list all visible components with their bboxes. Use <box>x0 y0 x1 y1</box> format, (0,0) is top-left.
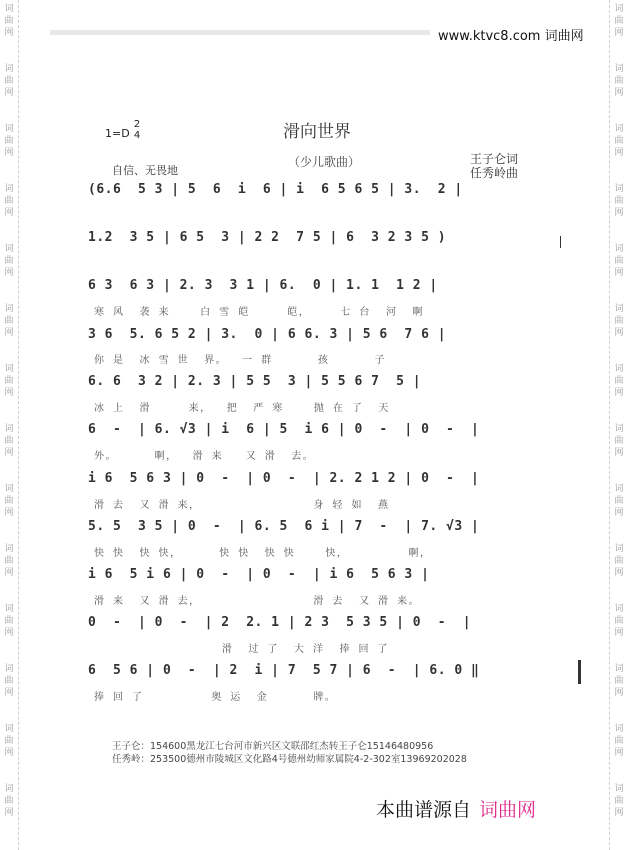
watermark-char: 网 <box>4 268 14 278</box>
watermark-char: 曲 <box>614 76 624 86</box>
watermark-char: 网 <box>4 748 14 758</box>
lyric-line-9: 滑 来 又 滑 去， 滑 去 又 滑 来。 <box>94 596 421 607</box>
lyric-line-6: 外。 啊， 滑 来 又 滑 去。 <box>94 451 315 462</box>
watermark-char: 网 <box>4 208 14 218</box>
composer-credit: 任秀岭曲 <box>470 166 519 180</box>
notation-line-3: 6 3 6 3 | 2. 3 3 1 | 6. 0 | 1. 1 1 2 | <box>88 278 438 293</box>
song-subtitle: （少儿歌曲） <box>288 155 361 169</box>
watermark-char: 曲 <box>614 256 624 266</box>
watermark-char: 词 <box>614 184 624 194</box>
watermark-char: 词 <box>4 364 14 374</box>
watermark-char: 网 <box>614 568 624 578</box>
watermark-char: 词 <box>4 244 14 254</box>
watermark-char: 网 <box>4 808 14 818</box>
watermark-char: 曲 <box>4 676 14 686</box>
watermark-char: 词 <box>614 664 624 674</box>
lyric-line-7: 滑 去 又 滑 来， 身 轻 如 燕 <box>94 500 390 511</box>
lyric-line-3: 寒 风 袭 来 白 雪 皑 皑， 七 台 河 啊 <box>94 307 424 318</box>
final-barline <box>578 660 581 684</box>
lyric-line-8: 快 快 快 快， 快 快 快 快 快， 啊， <box>94 548 432 559</box>
watermark-char: 词 <box>614 544 624 554</box>
notation-line-9: i 6 5 i 6 | 0 - | 0 - | i 6 5 6 3 | <box>88 567 430 582</box>
watermark-char: 网 <box>614 688 624 698</box>
watermark-char: 词 <box>614 424 624 434</box>
watermark-char: 词 <box>614 604 624 614</box>
watermark-char: 网 <box>4 388 14 398</box>
watermark-char: 曲 <box>4 196 14 206</box>
notation-line-1: (6.6 5 3 | 5 6 i 6 | i 6 5 6 5 | 3. 2 | <box>88 182 463 197</box>
tempo-marking: 自信、无畏地 <box>112 164 178 177</box>
watermark-char: 网 <box>4 508 14 518</box>
watermark-char: 网 <box>614 28 624 38</box>
watermark-char: 词 <box>4 664 14 674</box>
watermark-char: 曲 <box>4 16 14 26</box>
notation-line-5: 6. 6 3 2 | 2. 3 | 5 5 3 | 5 5 6 7 5 | <box>88 374 422 389</box>
contact-composer: 任秀岭：253500德州市陵城区文化路4号德州幼师家属院4-2-302室13969202028 <box>112 754 467 765</box>
watermark-char: 曲 <box>614 496 624 506</box>
watermark-char: 曲 <box>614 796 624 806</box>
watermark-char: 曲 <box>614 316 624 326</box>
notation-line-8: 5. 5 3 5 | 0 - | 6. 5 6 i | 7 - | 7. √3 | <box>88 519 480 534</box>
watermark-char: 词 <box>614 244 624 254</box>
watermark-char: 网 <box>4 628 14 638</box>
time-signature-bottom: 4 <box>133 130 141 141</box>
watermark-char: 曲 <box>614 556 624 566</box>
watermark-char: 网 <box>614 628 624 638</box>
notation-line-4: 3 6 5. 6 5 2 | 3. 0 | 6 6. 3 | 5 6 7 6 | <box>88 327 447 342</box>
watermark-char: 词 <box>614 124 624 134</box>
time-signature <box>132 119 142 141</box>
watermark-char: 曲 <box>614 436 624 446</box>
song-title: 滑向世界 <box>283 122 351 142</box>
watermark-char: 网 <box>614 88 624 98</box>
notation-line-6: 6 - | 6. √3 | i 6 | 5 i 6 | 0 - | 0 - | <box>88 422 480 437</box>
watermark-char: 曲 <box>4 136 14 146</box>
watermark-char: 曲 <box>4 736 14 746</box>
watermark-char: 曲 <box>4 556 14 566</box>
scan-artifact-bar <box>50 30 430 35</box>
watermark-char: 曲 <box>614 736 624 746</box>
watermark-char: 曲 <box>614 136 624 146</box>
watermark-char: 曲 <box>4 76 14 86</box>
watermark-char: 曲 <box>614 676 624 686</box>
watermark-char: 词 <box>4 604 14 614</box>
watermark-char: 词 <box>614 364 624 374</box>
watermark-char: 网 <box>614 508 624 518</box>
watermark-char: 曲 <box>4 496 14 506</box>
watermark-char: 词 <box>614 64 624 74</box>
watermark-char: 曲 <box>4 376 14 386</box>
watermark-char: 网 <box>4 28 14 38</box>
watermark-char: 曲 <box>4 616 14 626</box>
lyric-line-4: 你 是 冰 雪 世 界。 一 群 孩 子 <box>94 355 386 366</box>
watermark-char: 词 <box>614 724 624 734</box>
notation-line-11: 6 5 6 | 0 - | 2 i | 7 5 7 | 6 - | 6. 0 ‖ <box>88 663 480 678</box>
notation-line-10: 0 - | 0 - | 2 2. 1 | 2 3 5 3 5 | 0 - | <box>88 615 472 630</box>
watermark-char: 词 <box>614 4 624 14</box>
watermark-char: 曲 <box>4 316 14 326</box>
lyric-line-11: 捧 回 了 奥 运 金 牌。 <box>94 692 337 703</box>
watermark-char: 网 <box>614 328 624 338</box>
key-signature: 1=D <box>105 127 130 140</box>
lyric-line-5: 冰 上 滑 来， 把 严 寒 抛 在 了 天 <box>94 403 390 414</box>
watermark-char: 曲 <box>4 796 14 806</box>
watermark-char: 网 <box>4 328 14 338</box>
watermark-char: 网 <box>614 208 624 218</box>
left-watermark-strip <box>0 0 19 850</box>
watermark-char: 词 <box>4 544 14 554</box>
contact-lyricist: 王子仑：154600黑龙江七台河市新兴区文联邵红杰转王子仑15146480956 <box>112 741 434 752</box>
watermark-char: 网 <box>4 88 14 98</box>
closing-bracket-mark <box>560 236 561 248</box>
watermark-char: 词 <box>4 784 14 794</box>
watermark-char: 词 <box>614 304 624 314</box>
notation-line-2: 1.2 3 5 | 6 5 3 | 2 2 7 5 | 6 3 2 3 5 ) <box>88 230 447 245</box>
time-signature-top: 2 <box>133 119 141 130</box>
lyricist-credit: 王子仑词 <box>470 152 519 166</box>
watermark-char: 词 <box>4 304 14 314</box>
watermark-char: 网 <box>614 268 624 278</box>
watermark-char: 网 <box>4 568 14 578</box>
watermark-char: 网 <box>4 148 14 158</box>
watermark-char: 词 <box>4 64 14 74</box>
watermark-char: 网 <box>614 148 624 158</box>
watermark-char: 词 <box>614 484 624 494</box>
watermark-char: 网 <box>4 448 14 458</box>
watermark-char: 词 <box>614 784 624 794</box>
watermark-char: 网 <box>614 748 624 758</box>
watermark-char: 词 <box>4 424 14 434</box>
source-credit <box>376 795 536 822</box>
watermark-char: 网 <box>614 448 624 458</box>
watermark-char: 曲 <box>614 616 624 626</box>
watermark-char: 网 <box>614 808 624 818</box>
lyric-line-10: 滑 过 了 大 洋 捧 回 了 <box>94 644 390 655</box>
site-header[interactable]: www.ktvc8.com 词曲网 <box>438 29 584 44</box>
watermark-char: 曲 <box>4 256 14 266</box>
source-brand-link[interactable]: 词曲网 <box>479 799 537 821</box>
right-watermark-strip <box>609 0 628 850</box>
notation-line-7: i 6 5 6 3 | 0 - | 0 - | 2. 2 1 2 | 0 - | <box>88 471 480 486</box>
watermark-char: 词 <box>4 4 14 14</box>
watermark-char: 网 <box>4 688 14 698</box>
watermark-char: 曲 <box>614 196 624 206</box>
watermark-char: 曲 <box>614 376 624 386</box>
source-label: 本曲谱源自 <box>376 799 472 821</box>
watermark-char: 词 <box>4 184 14 194</box>
watermark-char: 词 <box>4 724 14 734</box>
watermark-char: 网 <box>614 388 624 398</box>
watermark-char: 曲 <box>4 436 14 446</box>
watermark-char: 曲 <box>614 16 624 26</box>
watermark-char: 词 <box>4 484 14 494</box>
watermark-char: 词 <box>4 124 14 134</box>
